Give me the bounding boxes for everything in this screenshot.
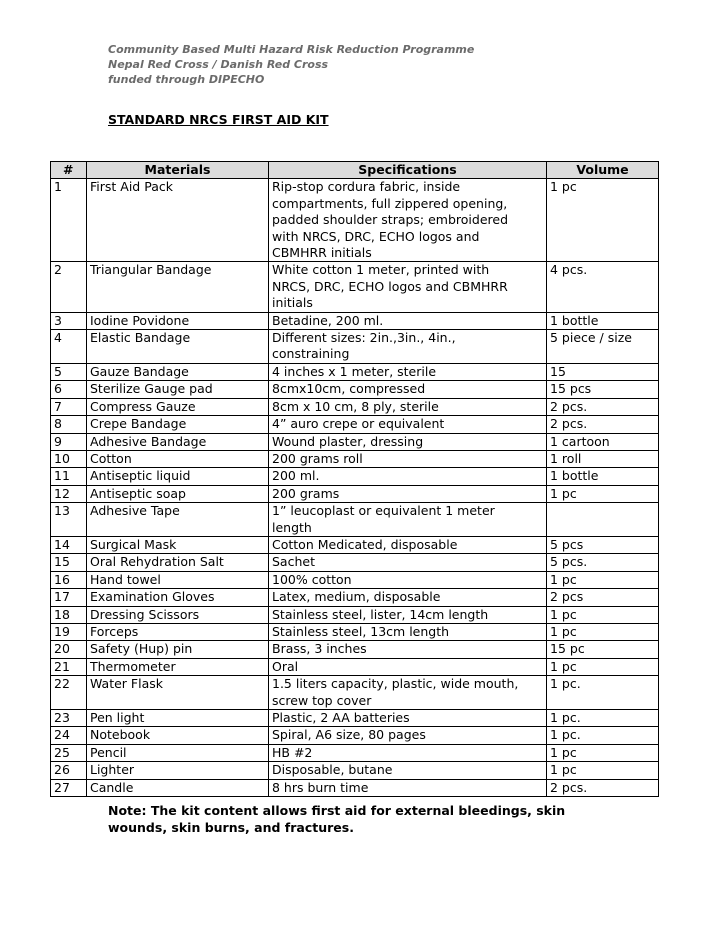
volume-cell: [547, 503, 659, 537]
table-row: [51, 676, 659, 710]
specification-line: HB #2: [272, 744, 313, 760]
row-number-cell: 16: [51, 571, 87, 588]
specification-cell: [269, 554, 547, 571]
specification-cell: [269, 485, 547, 502]
volume-cell: 15: [547, 363, 659, 380]
header-organizations: Nepal Red Cross / Danish Red Cross: [108, 58, 329, 71]
specification-line: 8cm x 10 cm, 8 ply, sterile: [272, 398, 439, 414]
document-header: [108, 42, 474, 87]
specification-cell: [269, 727, 547, 744]
specification-line: Disposable, butane: [272, 762, 393, 778]
specification-cell: [269, 468, 547, 485]
material-cell: Lighter: [87, 762, 269, 779]
specification-cell: [269, 398, 547, 415]
volume-cell: 1 pc: [547, 762, 659, 779]
specification-line: 4 inches x 1 meter, sterile: [272, 363, 437, 379]
volume-cell: 5 pcs: [547, 536, 659, 553]
volume-cell: 2 pcs: [547, 589, 659, 606]
specification-cell: [269, 416, 547, 433]
material-cell: Pencil: [87, 744, 269, 761]
table-row: [51, 363, 659, 380]
row-number-cell: 13: [51, 503, 87, 537]
table-row: [51, 779, 659, 796]
row-number-cell: 24: [51, 727, 87, 744]
material-cell: Antiseptic soap: [87, 485, 269, 502]
row-number-cell: 2: [51, 262, 87, 312]
specification-cell: [269, 779, 547, 796]
table-row: [51, 641, 659, 658]
material-cell: Elastic Bandage: [87, 330, 269, 364]
table-row: [51, 468, 659, 485]
material-cell: Candle: [87, 779, 269, 796]
specification-line: 4” auro crepe or equivalent: [272, 416, 445, 432]
specification-cell: [269, 762, 547, 779]
material-cell: Pen light: [87, 710, 269, 727]
row-number-cell: 6: [51, 381, 87, 398]
header-programme: Community Based Multi Hazard Risk Reduction Programme: [108, 43, 475, 56]
table-row: [51, 606, 659, 623]
column-header-number: #: [51, 162, 87, 179]
table-row: [51, 503, 659, 537]
row-number-cell: 23: [51, 710, 87, 727]
specification-line: Stainless steel, lister, 14cm length: [272, 606, 489, 622]
volume-cell: 1 pc.: [547, 727, 659, 744]
specification-line: with NRCS, DRC, ECHO logos and: [272, 228, 480, 244]
row-number-cell: 10: [51, 450, 87, 467]
kit-note: Note: The kit content allows first aid for external bleedings, skin wounds, skin burns, and fractures.: [108, 803, 566, 835]
volume-cell: 15 pc: [547, 641, 659, 658]
specification-cell: [269, 381, 547, 398]
specification-line: NRCS, DRC, ECHO logos and CBMHRR: [272, 278, 508, 294]
table-row: [51, 450, 659, 467]
material-cell: Cotton: [87, 450, 269, 467]
specification-cell: [269, 571, 547, 588]
material-cell: Gauze Bandage: [87, 363, 269, 380]
row-number-cell: 26: [51, 762, 87, 779]
table-row: [51, 536, 659, 553]
specification-cell: [269, 262, 547, 312]
table-row: [51, 623, 659, 640]
table-row: [51, 762, 659, 779]
table-row: [51, 710, 659, 727]
material-cell: Triangular Bandage: [87, 262, 269, 312]
row-number-cell: 11: [51, 468, 87, 485]
specification-cell: [269, 312, 547, 329]
specification-cell: [269, 433, 547, 450]
row-number-cell: 14: [51, 536, 87, 553]
table-row: [51, 179, 659, 262]
specification-cell: [269, 744, 547, 761]
specification-line: Different sizes: 2in.,3in., 4in.,: [272, 330, 456, 346]
volume-cell: 1 pc: [547, 623, 659, 640]
volume-cell: 1 pc: [547, 744, 659, 761]
volume-cell: 1 bottle: [547, 468, 659, 485]
volume-cell: 1 pc: [547, 606, 659, 623]
table-row: [51, 312, 659, 329]
material-cell: Adhesive Bandage: [87, 433, 269, 450]
material-cell: Crepe Bandage: [87, 416, 269, 433]
specification-line: 200 grams roll: [272, 450, 363, 466]
specification-cell: [269, 641, 547, 658]
table-row: [51, 381, 659, 398]
specification-line: Latex, medium, disposable: [272, 589, 441, 605]
specification-line: screw top cover: [272, 692, 372, 708]
specification-line: 200 grams: [272, 485, 340, 501]
table-row: [51, 330, 659, 364]
specification-line: Plastic, 2 AA batteries: [272, 710, 410, 725]
specification-line: CBMHRR initials: [272, 245, 372, 261]
row-number-cell: 25: [51, 744, 87, 761]
specification-cell: [269, 623, 547, 640]
material-cell: First Aid Pack: [87, 179, 269, 262]
volume-cell: 1 cartoon: [547, 433, 659, 450]
specification-cell: [269, 450, 547, 467]
specification-line: constraining: [272, 346, 350, 362]
material-cell: Water Flask: [87, 676, 269, 710]
material-cell: Sterilize Gauge pad: [87, 381, 269, 398]
table-row: [51, 571, 659, 588]
material-cell: Adhesive Tape: [87, 503, 269, 537]
specification-line: Rip-stop cordura fabric, inside: [272, 179, 461, 195]
material-cell: Compress Gauze: [87, 398, 269, 415]
material-cell: Hand towel: [87, 571, 269, 588]
row-number-cell: 19: [51, 623, 87, 640]
volume-cell: 1 pc.: [547, 710, 659, 727]
specification-cell: [269, 179, 547, 262]
table-row: [51, 416, 659, 433]
volume-cell: 1 pc: [547, 658, 659, 675]
specification-line: length: [272, 519, 312, 535]
table-row: [51, 589, 659, 606]
specification-cell: [269, 330, 547, 364]
volume-cell: 2 pcs.: [547, 398, 659, 415]
volume-cell: 1 pc: [547, 485, 659, 502]
material-cell: Forceps: [87, 623, 269, 640]
material-cell: Safety (Hup) pin: [87, 641, 269, 658]
table-row: [51, 262, 659, 312]
row-number-cell: 7: [51, 398, 87, 415]
document-title: STANDARD NRCS FIRST AID KIT: [108, 112, 329, 127]
specification-line: Betadine, 200 ml.: [272, 312, 384, 328]
specification-line: initials: [272, 295, 313, 311]
specification-line: White cotton 1 meter, printed with: [272, 262, 490, 278]
volume-cell: 5 piece / size: [547, 330, 659, 364]
specification-cell: [269, 658, 547, 675]
specification-line: padded shoulder straps; embroidered: [272, 212, 509, 228]
specification-line: 8cmx10cm, compressed: [272, 381, 426, 397]
specification-line: Sachet: [272, 554, 315, 570]
specification-line: 200 ml.: [272, 468, 320, 484]
specification-cell: [269, 503, 547, 537]
row-number-cell: 1: [51, 179, 87, 262]
table-row: [51, 744, 659, 761]
specification-line: 8 hrs burn time: [272, 779, 369, 795]
specification-line: 1.5 liters capacity, plastic, wide mouth,: [272, 676, 519, 692]
volume-cell: 15 pcs: [547, 381, 659, 398]
row-number-cell: 21: [51, 658, 87, 675]
specification-line: Brass, 3 inches: [272, 641, 367, 657]
row-number-cell: 27: [51, 779, 87, 796]
table-row: [51, 433, 659, 450]
material-cell: Iodine Povidone: [87, 312, 269, 329]
row-number-cell: 3: [51, 312, 87, 329]
material-cell: Thermometer: [87, 658, 269, 675]
row-number-cell: 9: [51, 433, 87, 450]
table-row: [51, 727, 659, 744]
specification-cell: [269, 710, 547, 727]
material-cell: Antiseptic liquid: [87, 468, 269, 485]
specification-cell: [269, 363, 547, 380]
row-number-cell: 22: [51, 676, 87, 710]
table-body: [51, 179, 659, 797]
specification-cell: [269, 606, 547, 623]
specification-line: Oral: [272, 658, 299, 674]
material-cell: Surgical Mask: [87, 536, 269, 553]
material-cell: Notebook: [87, 727, 269, 744]
volume-cell: 2 pcs.: [547, 416, 659, 433]
specification-line: Wound plaster, dressing: [272, 433, 424, 449]
row-number-cell: 4: [51, 330, 87, 364]
specification-cell: [269, 589, 547, 606]
specification-line: 100% cotton: [272, 571, 352, 587]
row-number-cell: 20: [51, 641, 87, 658]
material-cell: Oral Rehydration Salt: [87, 554, 269, 571]
row-number-cell: 5: [51, 363, 87, 380]
first-aid-kit-table: [50, 161, 659, 797]
table-row: [51, 485, 659, 502]
volume-cell: 5 pcs.: [547, 554, 659, 571]
volume-cell: 1 roll: [547, 450, 659, 467]
row-number-cell: 12: [51, 485, 87, 502]
row-number-cell: 15: [51, 554, 87, 571]
volume-cell: 1 bottle: [547, 312, 659, 329]
specification-line: Spiral, A6 size, 80 pages: [272, 727, 426, 743]
specification-line: Cotton Medicated, disposable: [272, 536, 458, 552]
material-cell: Dressing Scissors: [87, 606, 269, 623]
specification-line: compartments, full zippered opening,: [272, 195, 508, 211]
header-funding: funded through DIPECHO: [108, 73, 265, 86]
table-row: [51, 554, 659, 571]
column-header-volume: Volume: [547, 162, 659, 179]
row-number-cell: 8: [51, 416, 87, 433]
material-cell: Examination Gloves: [87, 589, 269, 606]
volume-cell: 4 pcs.: [547, 262, 659, 312]
specification-line: 1” leucoplast or equivalent 1 meter: [272, 503, 495, 519]
row-number-cell: 18: [51, 606, 87, 623]
specification-line: Stainless steel, 13cm length: [272, 623, 450, 639]
table-row: [51, 398, 659, 415]
table-header-row: [51, 162, 659, 179]
column-header-materials: Materials: [87, 162, 269, 179]
specification-cell: [269, 676, 547, 710]
column-header-specifications: Specifications: [269, 162, 547, 179]
table-row: [51, 658, 659, 675]
volume-cell: 1 pc: [547, 179, 659, 262]
row-number-cell: 17: [51, 589, 87, 606]
volume-cell: 1 pc.: [547, 676, 659, 710]
specification-cell: [269, 536, 547, 553]
volume-cell: 2 pcs.: [547, 779, 659, 796]
volume-cell: 1 pc: [547, 571, 659, 588]
